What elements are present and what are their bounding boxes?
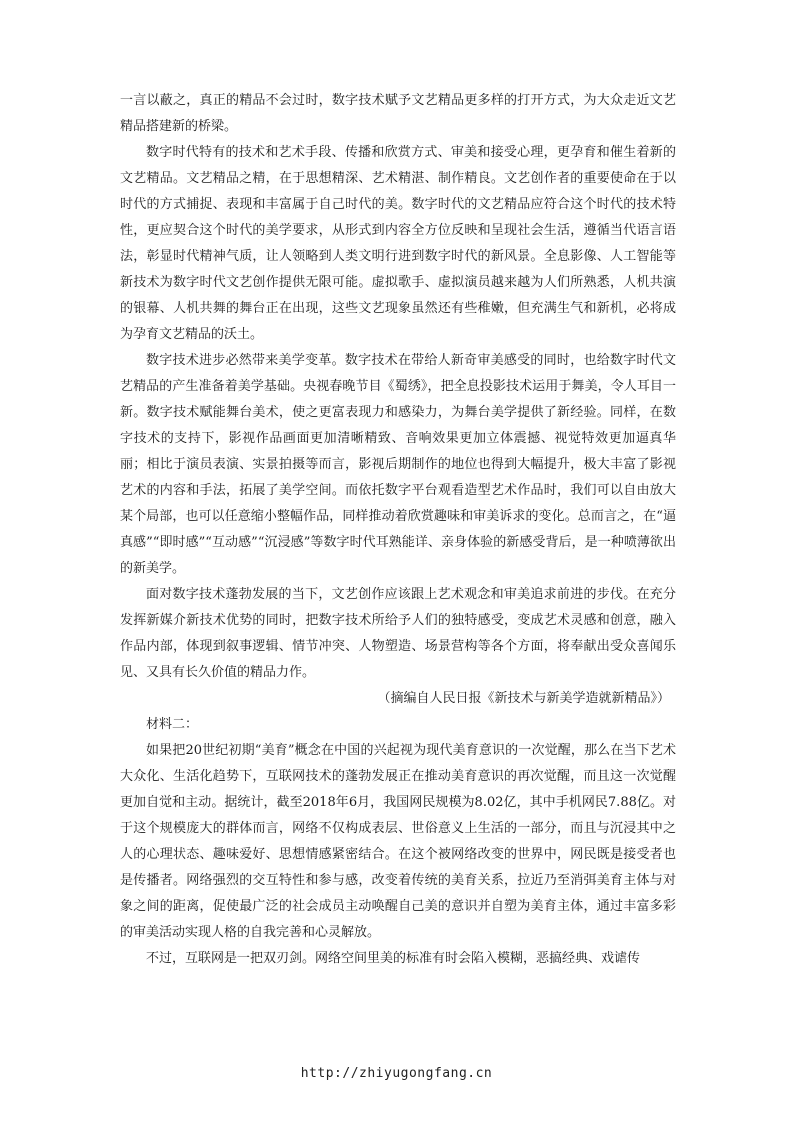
source-citation: （摘编自人民日报《新技术与新美学造就新精品》） (377, 691, 670, 706)
paragraph-digital-era: 数字时代特有的技术和艺术手段、传播和欣赏方式、审美和接受心理，更孕育和催生着新的文艺精品。文艺精品之精，在于思想精深、艺术精湛、制作精良。文艺创作者的重要使命在于以时代的方式捕捉、表现和丰富属于自己时代的美。数字时代的文艺精品应符合这个时代的技术特性，更应契合这个时代的美学要求，从形式到内容全方位反映和呈现社会生活，遵循当代语言语法，彰显时代精神气质，让人领略到人类文明行进到数字时代的新风景。全息影像、人工智能等新技术为数字时代文艺创作提供无限可能。虚拟歌手、虚拟演员越来越为人们所熟悉，人机共演的银幕、人机共舞的舞台正在出现，这些文艺现象虽然还有些稚嫩，但充满生气和新机，必将成为孕育文艺精品的沃土。 (120, 145, 676, 342)
document-body (120, 88, 676, 972)
paragraph-creation: 面对数字技术蓬勃发展的当下，文艺创作应该跟上艺术观念和审美追求前进的步伐。在充分发挥新媒介新技术优势的同时，把数字技术所给予人们的独特感受，变成艺术灵感和创意，融入作品内部，体现到叙事逻辑、情节冲突、人物塑造、场景营构等各个方面，将奉献出受众喜闻乐见、又具有长久价值的精品力作。 (120, 587, 676, 680)
paragraph-aesthetics: 数字技术进步必然带来美学变革。数字技术在带给人新奇审美感受的同时，也给数字时代文艺精品的产生准备着美学基础。央视春晚节目《蜀绣》，把全息投影技术运用于舞美，令人耳目一新。数字技术赋能舞台美术，使之更富表现力和感染力，为舞台美学提供了新经验。同样，在数字技术的支持下，影视作品画面更加清晰精致、音响效果更加立体震撼、视觉特效更加逼真华丽；相比于演员表演、实景拍摄等而言，影视后期制作的地位也得到大幅提升，极大丰富了影视艺术的内容和手法，拓展了美学空间。而依托数字平台观看造型艺术作品时，我们可以自由放大某个局部，也可以任意缩小整幅作品，同样推动着欣赏趣味和审美诉求的变化。总而言之，在“逼真感”“即时感”“互动感”“沉浸感”等数字时代耳熟能详、亲身体验的新感受背后，是一种喷薄欲出的新美学。 (120, 353, 676, 576)
footer-url: http://zhiyugongfang.cn (300, 1066, 493, 1081)
material-two-label: 材料二： (146, 717, 199, 732)
paragraph-aesthetic-education: 如果把20世纪初期“美育”概念在中国的兴起视为现代美育意识的一次觉醒，那么在当下艺术大众化、生活化趋势下，互联网技术的蓬勃发展正在推动美育意识的再次觉醒，而且这一次觉醒更加自觉和主动。据统计，截至2018年6月，我国网民规模为8.02亿，其中手机网民7.88亿。对于这个规模庞大的群体而言，网络不仅构成表层、世俗意义上生活的一部分，而且与沉浸其中之人的心理状态、趣味爱好、思想情感紧密结合。在这个被网络改变的世界中，网民既是接受者也是传播者。网络强烈的交互特性和参与感，改变着传统的美育关系，拉近乃至消弭美育主体与对象之间的距离，促使最广泛的社会成员主动唤醒自己美的意识并自塑为美育主体，通过丰富多彩的审美活动实现人格的自我完善和心灵解放。 (120, 743, 676, 940)
paragraph-intro: 一言以蔽之，真正的精品不会过时，数字技术赋予文艺精品更多样的打开方式，为大众走近文艺精品搭建新的桥梁。 (120, 93, 676, 134)
paragraph-double-edged: 不过，互联网是一把双刃剑。网络空间里美的标准有时会陷入模糊，恶搞经典、戏谑传 (146, 951, 641, 966)
